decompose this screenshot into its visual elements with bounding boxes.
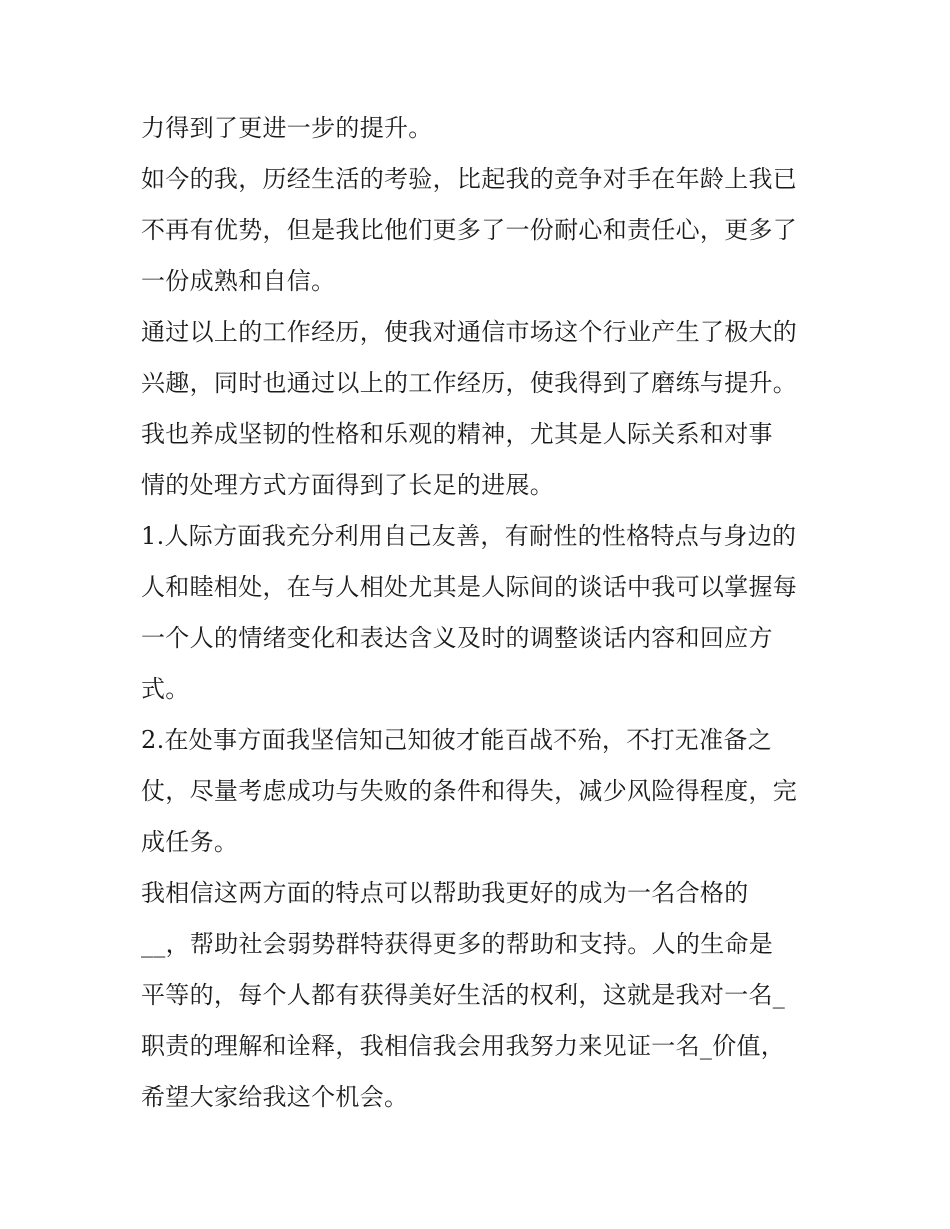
document-body [141, 103, 831, 1123]
text-line: 人和睦相处，在与人相处尤其是人际间的谈话中我可以掌握每 [141, 573, 798, 601]
text-line: 如今的我，历经生活的考验，比起我的竞争对手在年龄上我已 [141, 165, 798, 193]
text-line: 成任务。 [141, 828, 239, 856]
text-line: 仗，尽量考虑成功与失败的条件和得失，减少风险得程度，完 [141, 777, 798, 805]
text-line: __，帮助社会弱势群特获得更多的帮助和支持。人的生命是 [141, 930, 774, 958]
text-line: 不再有优势，但是我比他们更多了一份耐心和责任心，更多了 [141, 216, 798, 244]
text-line: 职责的理解和诠释，我相信我会用我努力来见证一名_价值， [141, 1032, 786, 1060]
text-line: 兴趣，同时也通过以上的工作经历，使我得到了磨练与提升。 [141, 369, 798, 397]
text-line: 式。 [141, 675, 190, 703]
text-line: 2.在处事方面我坚信知己知彼才能百战不殆，不打无准备之 [141, 726, 772, 754]
text-line: 一个人的情绪变化和表达含义及时的调整谈话内容和回应方 [141, 624, 773, 652]
text-line: 力得到了更进一步的提升。 [141, 114, 433, 142]
text-line: 我也养成坚韧的性格和乐观的精神，尤其是人际关系和对事 [141, 420, 773, 448]
text-line: 平等的，每个人都有获得美好生活的权利，这就是我对一名_ [141, 981, 786, 1009]
text-line: 一份成熟和自信。 [141, 267, 336, 295]
text-line: 通过以上的工作经历，使我对通信市场这个行业产生了极大的 [141, 318, 798, 346]
text-line: 1.人际方面我充分利用自己友善，有耐性的性格特点与身边的 [141, 522, 797, 550]
text-line: 希望大家给我这个机会。 [141, 1083, 409, 1111]
text-line: 情的处理方式方面得到了长足的进展。 [141, 471, 555, 499]
text-line: 我相信这两方面的特点可以帮助我更好的成为一名合格的 [141, 879, 749, 907]
